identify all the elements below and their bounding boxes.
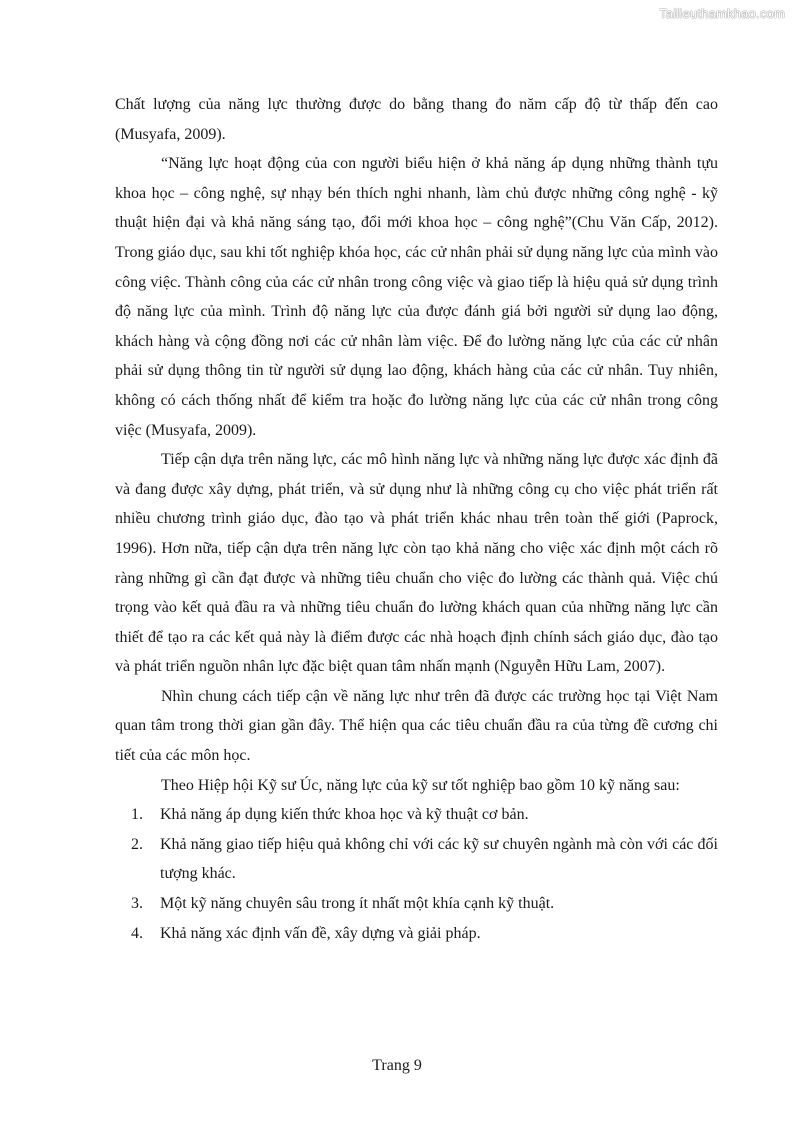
paragraph: Nhìn chung cách tiếp cận về năng lực như trên đã được các trường học tại Việt Nam quan tâm trong thời gian gần đây. Thể hiện qua các tiêu chuẩn đầu ra của từng đề cương chi tiết của các môn học. (115, 687, 718, 765)
list-item-text: Khả năng áp dụng kiến thức khoa học và kỹ thuật cơ bản. (160, 806, 529, 824)
list-item-text: Một kỹ năng chuyên sâu trong ít nhất một khía cạnh kỹ thuật. (160, 895, 555, 913)
list-item (115, 830, 718, 889)
list-item-text: Khả năng xác định vấn đề, xây dựng và giải pháp. (160, 924, 481, 942)
list-item (115, 889, 718, 919)
paragraph: “Năng lực hoạt động của con người biểu hiện ở khả năng áp dụng những thành tựu khoa học – công nghệ, sự nhạy bén thích nghi nhanh, làm chủ được những công nghệ - kỹ thuật hiện đại và khả năng sáng tạo, đổi mới khoa học – công nghệ”(Chu Văn Cấp, 2012). Trong giáo dục, sau khi tốt nghiệp khóa học, các cử nhân phải sử dụng năng lực của mình vào công việc. Thành công của các cử nhân trong công việc và giao tiếp là hiệu quả sử dụng trình độ năng lực của mình. Trình độ năng lực của được đánh giá bởi người sử dụng lao động, khách hàng và cộng đồng nơi các cử nhân làm việc. Để đo lường năng lực của các cử nhân phải sử dụng thông tin từ người sử dụng lao động, khách hàng của các cử nhân. Tuy nhiên, không có cách thống nhất để kiểm tra hoặc đo lường năng lực của các cử nhân trong công việc (Musyafa, 2009). (115, 155, 718, 439)
paragraph: Tiếp cận dựa trên năng lực, các mô hình năng lực và những năng lực được xác định đã và đang được xây dựng, phát triển, và sử dụng như là những công cụ cho việc phát triển rất nhiều chương trình giáo dục, đào tạo và phát triển khác nhau trên toàn thế giới (Paprock, 1996). Hơn nữa, tiếp cận dựa trên năng lực còn tạo khả năng cho việc xác định một cách rõ ràng những gì cần đạt được và những tiêu chuẩn cho việc đo lường các thành quả. Việc chú trọng vào kết quả đầu ra và những tiêu chuẩn đo lường khách quan của những năng lực cần thiết để tạo ra các kết quả này là điểm được các nhà hoạch định chính sách giáo dục, đào tạo và phát triển nguồn nhân lực đặc biệt quan tâm nhấn mạnh (Nguyễn Hữu Lam, 2007). (115, 451, 718, 676)
paragraph: Chất lượng của năng lực thường được do bằng thang đo năm cấp độ từ thấp đến cao (Musyafa, 2009). (115, 96, 718, 143)
list-item-number: 2. (131, 835, 143, 853)
watermark-text: Tailieuthamkhao.com (659, 6, 785, 21)
skills-list (115, 800, 718, 948)
list-item (115, 919, 718, 949)
list-item-text: Khả năng giao tiếp hiệu quả không chỉ với các kỹ sư chuyên ngành mà còn với các đối tượng khác. (160, 835, 718, 883)
list-item-number: 3. (131, 895, 143, 913)
paragraph: Theo Hiệp hội Kỹ sư Úc, năng lực của kỹ sư tốt nghiệp bao gồm 10 kỹ năng sau: (161, 776, 680, 794)
list-item-number: 4. (131, 924, 143, 942)
page-number: Trang 9 (372, 1057, 422, 1074)
list-item-number: 1. (131, 806, 143, 824)
list-item (115, 800, 718, 830)
document-body (115, 90, 718, 948)
